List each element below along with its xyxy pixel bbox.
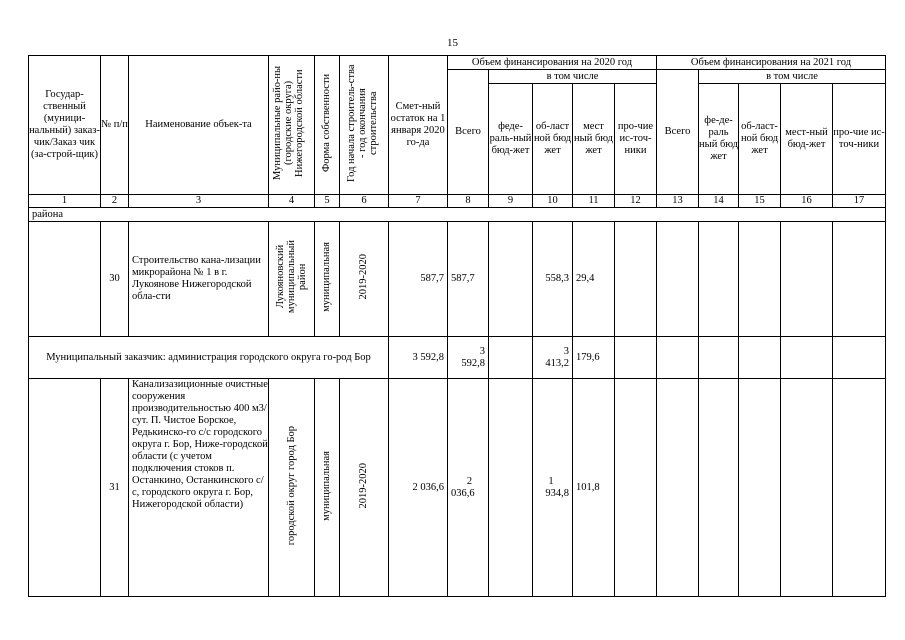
r31-total-2021 <box>657 379 699 597</box>
header-ownership-text: Форма собственности <box>321 73 332 173</box>
header-local-2021: мест-ный бюд-жет <box>781 84 833 195</box>
r31-municipality <box>269 379 315 597</box>
customer-bor-total-2021 <box>657 337 699 379</box>
header-years-text: Год начала строитель-ства - год окончания строительства <box>346 64 379 182</box>
r31-years-text: 2019-2020 <box>358 462 369 509</box>
header-other-2020: про-чие ис-точ-ники <box>615 84 657 195</box>
header-ownership <box>315 56 340 195</box>
r30-total-2020: 587,7 <box>448 222 489 337</box>
r30-ownership-text: муниципальная <box>321 242 332 312</box>
r30-regional-2020: 558,3 <box>533 222 573 337</box>
header-local-2020: мест ный бюд жет <box>573 84 615 195</box>
r30-federal-2020 <box>489 222 533 337</box>
header-object-name: Наименование объек-та <box>129 56 269 195</box>
r31-regional-2021 <box>739 379 781 597</box>
customer-bor-federal-2021 <box>699 337 739 379</box>
col-number: 15 <box>739 195 781 208</box>
customer-bor-label: Муниципальный заказчик: администрация городского округа го-род Бор <box>29 337 389 379</box>
customer-bor-local-2020: 179,6 <box>573 337 615 379</box>
customer-bor-other-2021 <box>833 337 886 379</box>
col-number: 5 <box>315 195 340 208</box>
customer-bor-total-2020 <box>448 337 489 379</box>
header-customer: Государ-ственный (муници-нальный) заказ-чик/Заказ чик (за-строй-щик) <box>29 56 101 195</box>
r30-federal-2021 <box>699 222 739 337</box>
header-municipality <box>269 56 315 195</box>
r30-municipality-line: Лукояновский <box>275 245 286 309</box>
r30-years-text: 2019-2020 <box>358 254 369 300</box>
header-estimate: Смет-ный остаток на 1 января 2020 го-да <box>389 56 448 195</box>
header-num: № п/п <box>101 56 129 195</box>
r31-estimate: 2 036,6 <box>389 379 448 597</box>
r30-municipality-line: район <box>297 263 308 291</box>
r30-other-2020 <box>615 222 657 337</box>
r31-total-2020 <box>448 379 489 597</box>
col-number: 16 <box>781 195 833 208</box>
col-number: 2 <box>101 195 129 208</box>
header-total-2020: Всего <box>448 70 489 195</box>
customer-bor-regional-2020-line: 3 <box>563 345 569 357</box>
header-municipality-text: Муниципальные райо-ны (городские округа) Нижегородской области <box>271 65 305 181</box>
col-number: 4 <box>269 195 315 208</box>
r31-regional-2020 <box>533 379 573 597</box>
r31-total-2020-line: 2 <box>466 475 473 487</box>
col-number: 8 <box>448 195 489 208</box>
r31-local-2020: 101,8 <box>573 379 615 597</box>
customer-bor-federal-2020 <box>489 337 533 379</box>
customer-bor-estimate: 3 592,8 <box>389 337 448 379</box>
customer-bor-other-2020 <box>615 337 657 379</box>
r31-other-2020 <box>615 379 657 597</box>
header-other-2021: про-чие ис-точ-ники <box>833 84 886 195</box>
customer-bor-total-2020-line: 592,8 <box>461 357 485 369</box>
r31-federal-2020 <box>489 379 533 597</box>
financing-table <box>28 55 886 597</box>
r31-num: 31 <box>101 379 129 597</box>
r31-municipality-text: городской округ город Бор <box>285 425 297 546</box>
col-number: 9 <box>489 195 533 208</box>
r30-other-2021 <box>833 222 886 337</box>
customer-bor-regional-2020 <box>533 337 573 379</box>
customer-bor-regional-2021 <box>739 337 781 379</box>
r30-years <box>340 222 389 337</box>
r31-regional-2020-line: 1 <box>548 475 554 487</box>
header-in-total-2020: в том числе <box>489 70 657 84</box>
r31-ownership <box>315 379 340 597</box>
r30-regional-2021 <box>739 222 781 337</box>
r31-name: Канализазиционные очистные сооружения производительностью 400 м3/сут. П. Чистое Борское, Редькинско-го с/с городского округа г. Бор, Ниже-городской области (с учетом подключения стоков п. Останкино, Останкинского с/с, городского округа г. Бор, Нижегородской области) <box>129 379 269 597</box>
col-number: 7 <box>389 195 448 208</box>
r30-total-2021 <box>657 222 699 337</box>
r31-other-2021 <box>833 379 886 597</box>
customer-bor-regional-2020-line: 413,2 <box>545 357 569 369</box>
header-regional-2021: об-ласт-ной бюд жет <box>739 84 781 195</box>
r30-municipality-line: муниципальный <box>286 240 297 314</box>
r31-federal-2021 <box>699 379 739 597</box>
r30-name: Строительство кана-лизации микрорайона № 1 в г. Лукоянове Нижегородской обла-сти <box>129 222 269 337</box>
r30-local-2020: 29,4 <box>573 222 615 337</box>
r31-local-2021 <box>781 379 833 597</box>
col-number: 13 <box>657 195 699 208</box>
header-federal-2020: феде-раль-ный бюд-жет <box>489 84 533 195</box>
col-number: 14 <box>699 195 739 208</box>
header-total-2021: Всего <box>657 70 699 195</box>
r31-ownership-text: муниципальная <box>321 450 332 521</box>
header-regional-2020: об-ласт ной бюд жет <box>533 84 573 195</box>
page-number: 15 <box>447 37 458 49</box>
r31-customer <box>29 379 101 597</box>
r31-years <box>340 379 389 597</box>
continuation-label: района <box>29 208 886 222</box>
header-fin-2020: Объем финансирования на 2020 год <box>448 56 657 70</box>
col-number: 3 <box>129 195 269 208</box>
r30-num: 30 <box>101 222 129 337</box>
r31-total-2020-line: 036,6 <box>451 487 475 499</box>
header-years <box>340 56 389 195</box>
col-number: 10 <box>533 195 573 208</box>
col-number: 6 <box>340 195 389 208</box>
col-number: 17 <box>833 195 886 208</box>
r30-customer <box>29 222 101 337</box>
customer-bor-local-2021 <box>781 337 833 379</box>
col-number: 11 <box>573 195 615 208</box>
r30-municipality-text <box>275 240 308 313</box>
customer-bor-total-2020-line: 3 <box>479 345 485 357</box>
col-number: 12 <box>615 195 657 208</box>
r30-municipality <box>269 222 315 337</box>
r30-ownership <box>315 222 340 337</box>
col-number: 1 <box>29 195 101 208</box>
header-fin-2021: Объем финансирования на 2021 год <box>657 56 886 70</box>
r31-regional-2020-line: 934,8 <box>545 487 569 499</box>
r30-local-2021 <box>781 222 833 337</box>
r30-estimate: 587,7 <box>389 222 448 337</box>
header-in-total-2021: в том числе <box>699 70 886 84</box>
header-federal-2021: фе-де-раль ный бюд жет <box>699 84 739 195</box>
